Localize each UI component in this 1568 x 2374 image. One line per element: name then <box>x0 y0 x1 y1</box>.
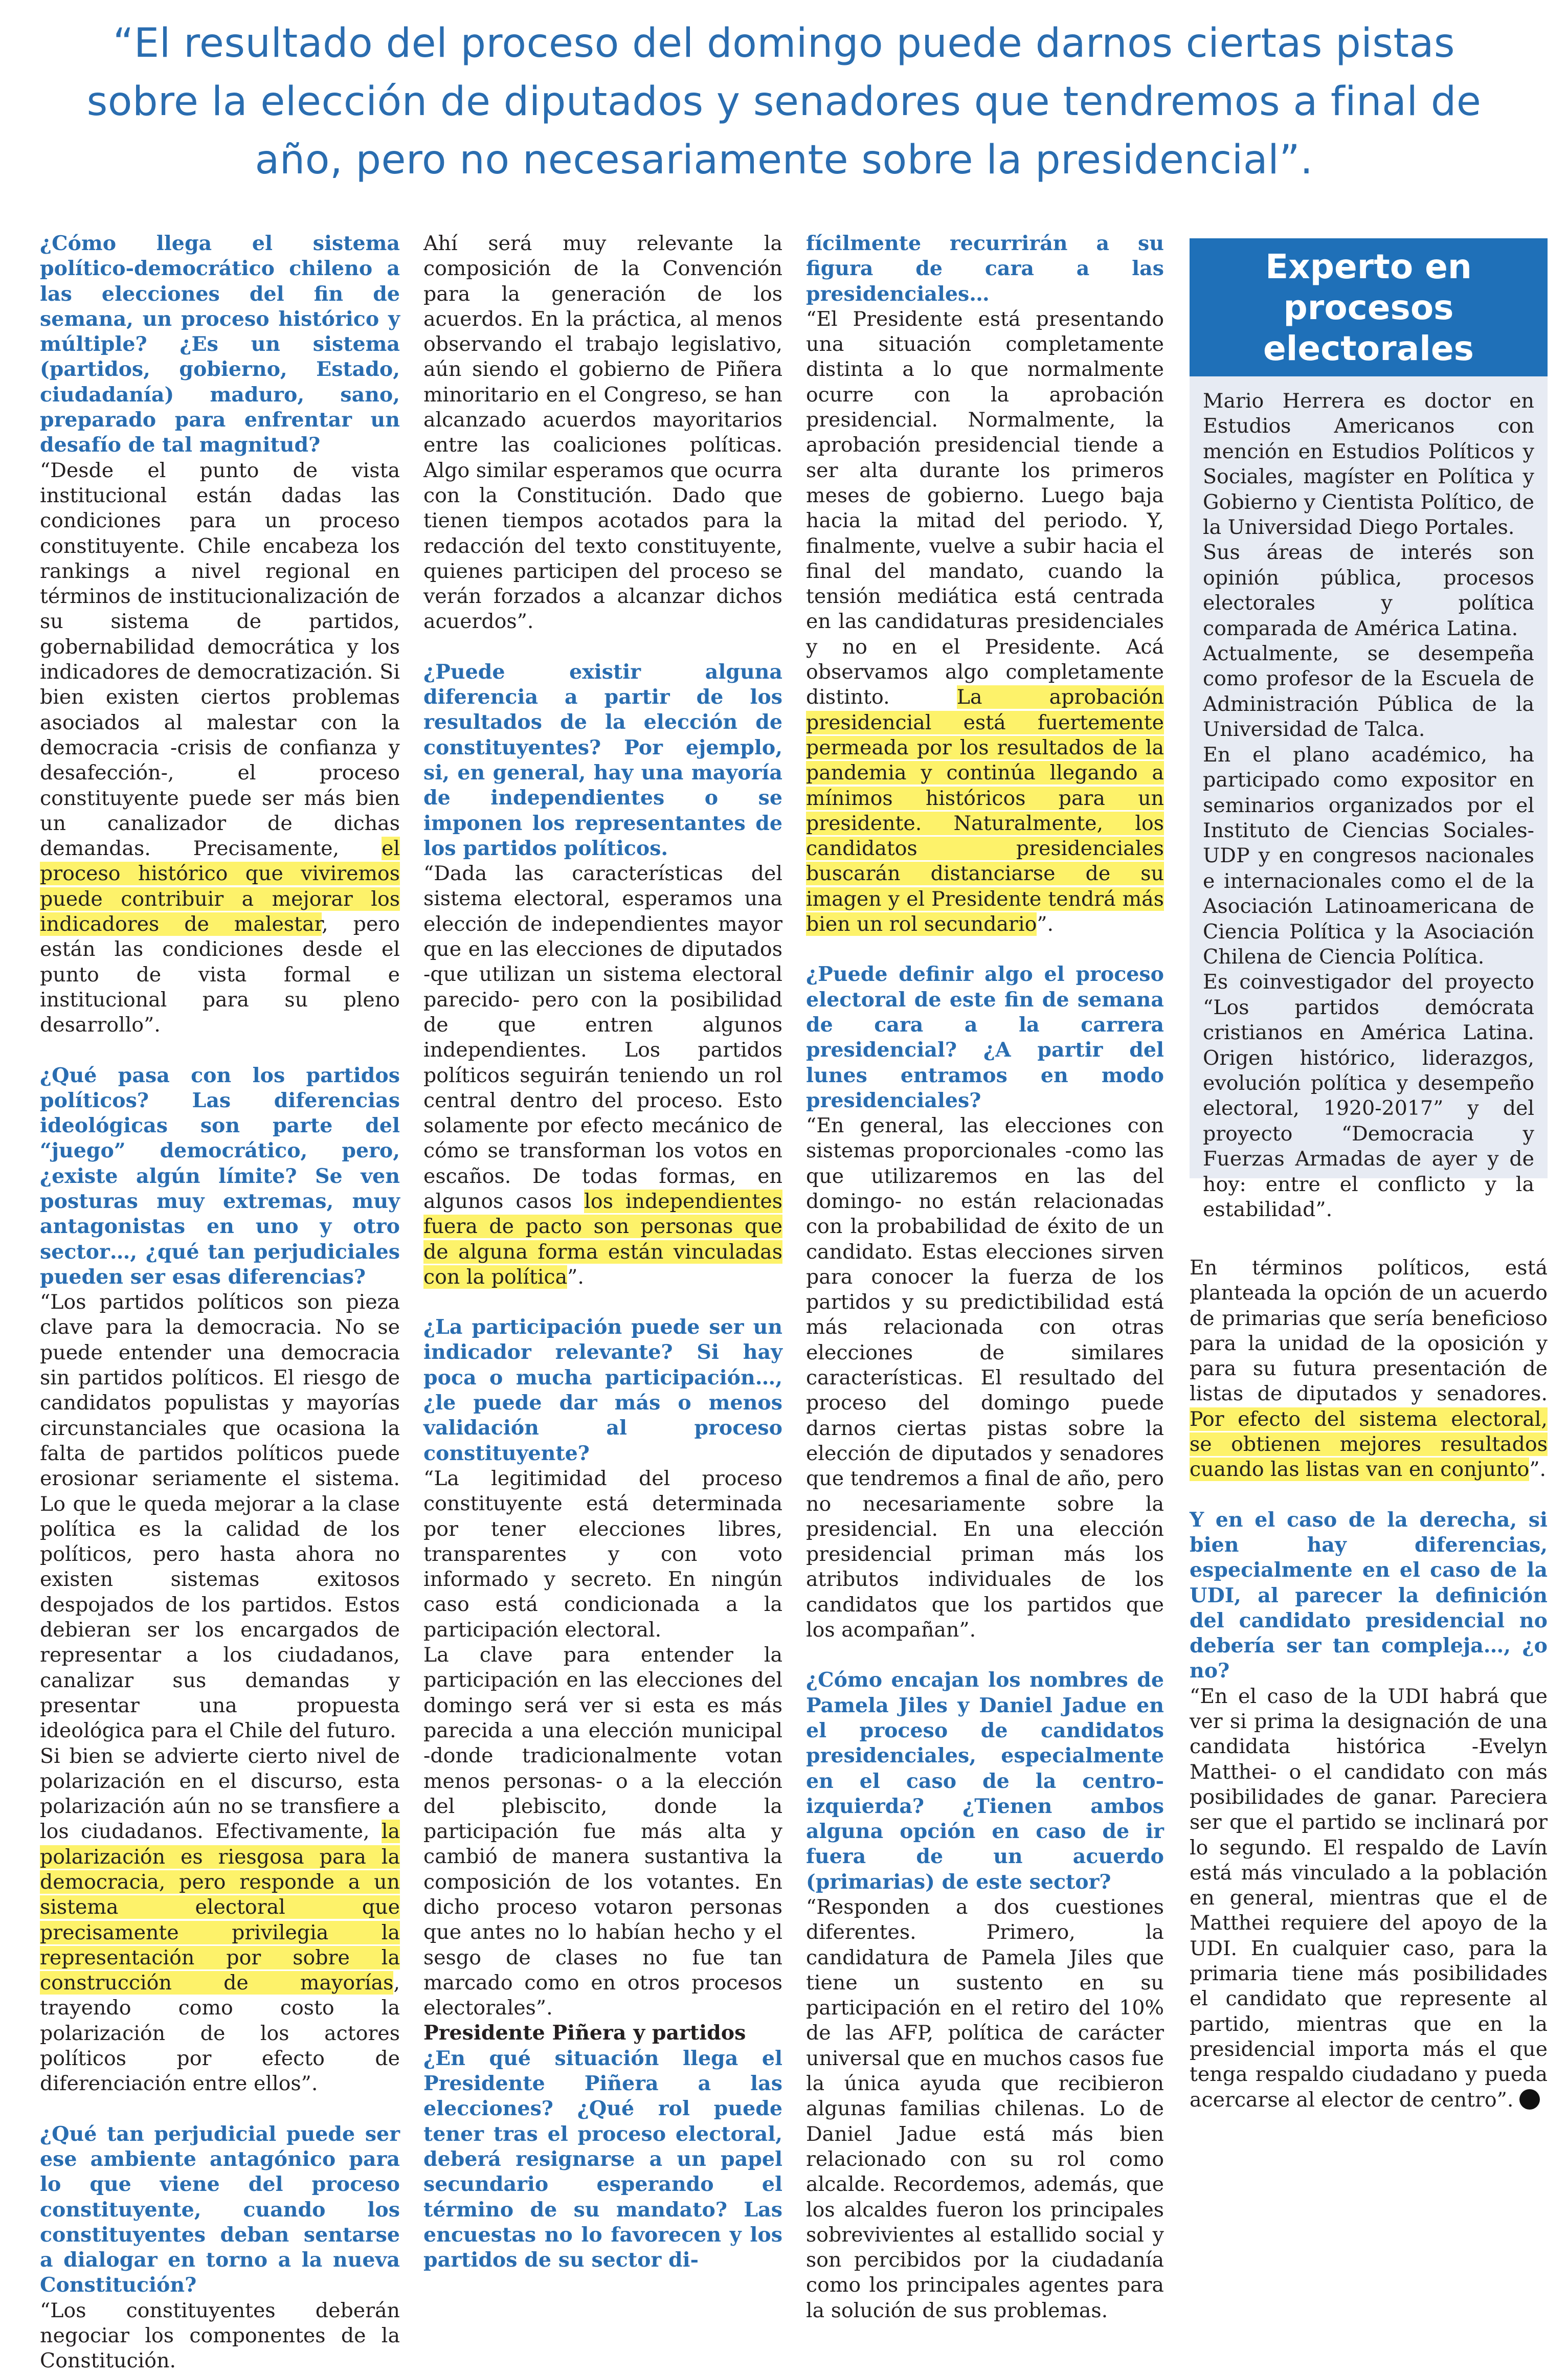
answer-3-continued: Ahí será muy relevante la composición de la Convención para la generación de los acuerdos. En la práctica, al menos observando el trabajo legislativo, aún siendo el gobierno de Piñera minoritario en el Congreso, se han alcanzado acuerdos mayoritarios entre las coaliciones políticas. Algo similar esperamos que ocurra con la Constitución. Dado que tienen tiempos acotados para la redacción del texto constituyente, quienes participen del proceso se verán forzados a alcanzar dichos acuerdos”. <box>423 232 782 634</box>
bio-paragraph-3: Actualmente, se desempeña como profesor de la Escuela de Administración Pública de la Universidad de Talca. <box>1203 642 1534 742</box>
answer-2-paragraph-2: Si bien se advierte cierto nivel de polarización en el discurso, esta polarización aún no se transfiere a los ciudadanos. Efectivamente, la polarización es riesgosa para la democracia, pero responde a un sistema electoral que precisamente privilegia la representación por sobre la construcción de mayorías, trayendo como costo la polarización de los actores políticos por efecto de diferenciación entre ellos”. <box>40 1744 400 2096</box>
question-3: ¿Qué tan perjudicial puede ser ese ambiente antagónico para lo que viene del proceso constituyente, cuando los constituyentes deban sentarse a dialogar en torno a la nueva Constitución? <box>40 2122 400 2297</box>
section-subheading: Presidente Piñera y partidos <box>423 2021 746 2045</box>
article-column-2 <box>423 231 782 2272</box>
answer-4: “Dada las características del sistema electoral, esperamos una elección de independientes mayor que en las elecciones de diputados -que utilizan un sistema electoral parecido- pero con la posibilidad de que entren algunos independientes. Los partidos políticos seguirán teniendo un rol central dentro del proceso. Esto solamente por efecto mecánico de cómo se transforman los votos en escaños. De todas formas, en algunos casos los independientes fuera de pacto son personas que de alguna forma están vinculadas con la política”. <box>423 862 782 1289</box>
bio-paragraph-1: Mario Herrera es doctor en Estudios Americanos con mención en Estudios Políticos y Sociales, magíster en Política y Gobierno y Cientista Político, de la Universidad Diego Portales. <box>1203 389 1534 540</box>
answer-3: “Los constituyentes deberán negociar los componentes de la Constitución. <box>40 2298 400 2373</box>
bio-paragraph-5: Es coinvestigador del proyecto “Los partidos demócrata cristianos en América Latina. Origen histórico, liderazgos, evolución política y desempeño electoral, 1920-2017” y del proyecto “Democracia y Fuerzas Armadas de ayer y de hoy: entre el conflicto y la estabilidad”. <box>1203 970 1534 1221</box>
question-2: ¿Qué pasa con los partidos políticos? Las diferencias ideológicas son parte del “juego” democrático, pero, ¿existe algún límite? Se ven posturas muy extremas, muy antagonistas en uno y otro sector…, ¿qué tan perjudiciales pueden ser esas diferencias? <box>40 1063 400 1289</box>
answer-7: “En general, las elecciones con sistemas proporcionales -como las que utilizaremos en las del domingo- no están relacionadas con la probabilidad de éxito de un candidato. Estas elecciones sirven para conocer la fuerza de los partidos y su predictibilidad está más relacionada con otras elecciones de similares características. El resultado del proceso del domingo puede darnos ciertas pistas sobre la elección de diputados y senadores que tendremos a final de año, pero no necesariamente sobre la presidencial. En una elección presidencial priman más los atributos individuales de los candidatos que los partidos que los acompañan”. <box>806 1114 1164 1642</box>
question-9: Y en el caso de la derecha, si bien hay diferencias, especialmente en el caso de la UDI, al parecer la definición del candidato presidencial no debería ser tan compleja…, ¿o no? <box>1190 1508 1548 1683</box>
highlight-5: Por efecto del sistema electoral, se obtienen mejores resultados cuando las listas van en conjunto <box>1190 1407 1548 1482</box>
expert-bio-title: Experto en procesos electorales <box>1190 238 1548 376</box>
pull-quote: “El resultado del proceso del domingo puede darnos ciertas pistas sobre la elección de diputados y senadores que tendremos a final de año, pero no necesariamente sobre la presidencial”. <box>86 20 1482 183</box>
question-8: ¿Cómo encajan los nombres de Pamela Jiles y Daniel Jadue en el proceso de candidatos presidenciales, especialmente en el caso de la centro-izquierda? ¿Tienen ambos alguna opción en caso de ir fuera de un acuerdo (primarias) de este sector? <box>806 1668 1164 1894</box>
highlight-4: La aprobación presidencial está fuertemente permeada por los resultados de la pandemia y continúa llegando a mínimos históricos para un presidente. Naturalmente, los candidatos presidenciales buscarán distanciarse de su imagen y el Presidente tendrá más bien un rol secundario <box>806 685 1164 936</box>
answer-5-paragraph-1: “La legitimidad del proceso constituyente está determinada por tener elecciones libres, transparentes y con voto informado y secreto. En ningún caso está condicionada a la participación electoral. <box>423 1466 782 1642</box>
question-5: ¿La participación puede ser un indicador relevante? Si hay poca o mucha participación…, ¿le puede dar más o menos validación al proceso constituyente? <box>423 1315 782 1465</box>
bio-paragraph-2: Sus áreas de interés son opinión pública, procesos electorales y política comparada de América Latina. <box>1203 541 1534 640</box>
answer-8: “Responden a dos cuestiones diferentes. Primero, la candidatura de Pamela Jiles que tiene un sustento en su participación en el retiro del 10% de las AFP, política de carácter universal que en muchos casos fue la única ayuda que recibieron algunas familias chilenas. Lo de Daniel Jadue está más bien relacionado con su rol como alcalde. Recordemos, además, que los alcaldes fueron los principales sobrevivientes al estallido social y son percibidos por la ciudadanía como los principales agentes para la solución de sus problemas. <box>806 1895 1164 2322</box>
answer-9: “En el caso de la UDI habrá que ver si prima la designación de una candidata histórica -Evelyn Matthei- o el candidato con más posibilidades de ganar. Pareciera ser que el partido se inclinará por lo segundo. El respaldo de Lavín está más vinculado a la población en general, mientras que el de Matthei requiere del apoyo de la UDI. En cualquier caso, para la primaria tiene más posibilidades el candidato que represente al partido, mientras que en la presidencial importa más el que tenga respaldo ciudadano y pueda acercarse al elector de centro”. <box>1190 1684 1548 2112</box>
article-column-1 <box>40 231 400 2373</box>
question-6: ¿En qué situación llega el Presidente Piñera a las elecciones? ¿Qué rol puede tener tras el proceso electoral, deberá resignarse a un papel secundario esperando el término de su mandato? Las encuestas no lo favorecen y los partidos de su sector di- <box>423 2046 782 2272</box>
article-column-4 <box>1190 1256 1548 2112</box>
answer-6: “El Presidente está presentando una situación completamente distinta a lo que normalmente ocurre con la aprobación presidencial. Normalmente, la aprobación presidencial tiende a ser alta durante los primeros meses de gobierno. Luego baja hacia la mitad del periodo. Y, finalmente, vuelve a subir hacia el final del mandato, cuando la tensión mediática está centrada en las candidaturas presidenciales y no en el Presidente. Acá observamos algo completamente distinto. La aprobación presidencial está fuertemente permeada por los resultados de la pandemia y continúa llegando a mínimos históricos para un presidente. Naturalmente, los candidatos presidenciales buscarán distanciarse de su imagen y el Presidente tendrá más bien un rol secundario”. <box>806 307 1164 936</box>
bio-paragraph-4: En el plano académico, ha participado como expositor en seminarios organizados por el Instituto de Ciencias Sociales-UDP y en congresos nacionales e internacionales como el de la Asociación Latinoamericana de Ciencia Política y la Asociación Chilena de Ciencia Política. <box>1203 743 1534 969</box>
highlight-2: la polarización es riesgosa para la democracia, pero responde a un sistema electoral que precisamente privilegia la representación por sobre la construcción de mayorías <box>40 1820 400 1995</box>
question-6-continued: fícilmente recurrirán a su figura de cara a las presidenciales… <box>806 232 1164 306</box>
end-of-article-bullet <box>1519 2089 1540 2110</box>
highlight-3: los independientes fuera de pacto son personas que de alguna forma están vinculadas con la política <box>423 1189 782 1289</box>
answer-1: “Desde el punto de vista institucional están dadas las condiciones para un proceso constituyente. Chile encabeza los rankings a nivel regional en términos de institucionalización de su sistema de partidos, gobernabilidad democrática y los indicadores de democratización. Si bien existen ciertos problemas asociados al malestar con la democracia -crisis de confianza y desafección-, el proceso constituyente puede ser más bien un canalizador de dichas demandas. Precisamente, el proceso histórico que viviremos puede contribuir a mejorar los indicadores de malestar, pero están las condiciones desde el punto de vista formal e institucional para su pleno desarrollo”. <box>40 458 400 1037</box>
answer-8-continued: En términos políticos, está planteada la opción de un acuerdo de primarias que sería beneficioso para la unidad de la oposición y para su futura presentación de listas de diputados y senadores. Por efecto del sistema electoral, se obtienen mejores resultados cuando las listas van en conjunto”. <box>1190 1256 1548 1482</box>
question-7: ¿Puede definir algo el proceso electoral de este fin de semana de cara a la carrera presidencial? ¿A partir del lunes entramos en modo presidenciales? <box>806 962 1164 1112</box>
question-4: ¿Puede existir alguna diferencia a partir de los resultados de la elección de constituyentes? Por ejemplo, si, en general, hay una mayoría de independientes o se imponen los representantes de los partidos políticos. <box>423 660 782 860</box>
question-1: ¿Cómo llega el sistema político-democrático chileno a las elecciones del fin de semana, un proceso histórico y múltiple? ¿Es un sistema (partidos, gobierno, Estado, ciudadanía) maduro, sano, preparado para enfrentar un desafío de tal magnitud? <box>40 232 400 457</box>
article-column-3 <box>806 231 1164 2322</box>
highlight-1: el proceso histórico que viviremos puede contribuir a mejorar los indicadores de malestar <box>40 837 400 936</box>
expert-bio-body <box>1190 376 1548 1222</box>
answer-5-paragraph-2: La clave para entender la participación en las elecciones del domingo será ver si esta es más parecida a una elección municipal -donde tradicionalmente votan menos personas- o a la elección del plebiscito, donde la participación fue más alta y cambió de manera sustantiva la composición de los votantes. En dicho proceso votaron personas que antes no lo habían hecho y el sesgo de clases no fue tan marcado como en otros procesos electorales”. <box>423 1643 782 2020</box>
expert-bio-box <box>1190 238 1548 1221</box>
answer-2-paragraph-1: “Los partidos políticos son pieza clave para la democracia. No se puede entender una democracia sin partidos políticos. El riesgo de candidatos populistas y mayorías circunstanciales que ocasiona la falta de partidos políticos puede erosionar seriamente el sistema. Lo que le queda mejorar a la clase política es la calidad de los políticos, pero hasta ahora no existen sistemas exitosos despojados de los partidos. Estos debieran ser los encargados de representar a los ciudadanos, canalizar sus demandas y presentar una propuesta ideológica para el Chile del futuro. <box>40 1290 400 1743</box>
